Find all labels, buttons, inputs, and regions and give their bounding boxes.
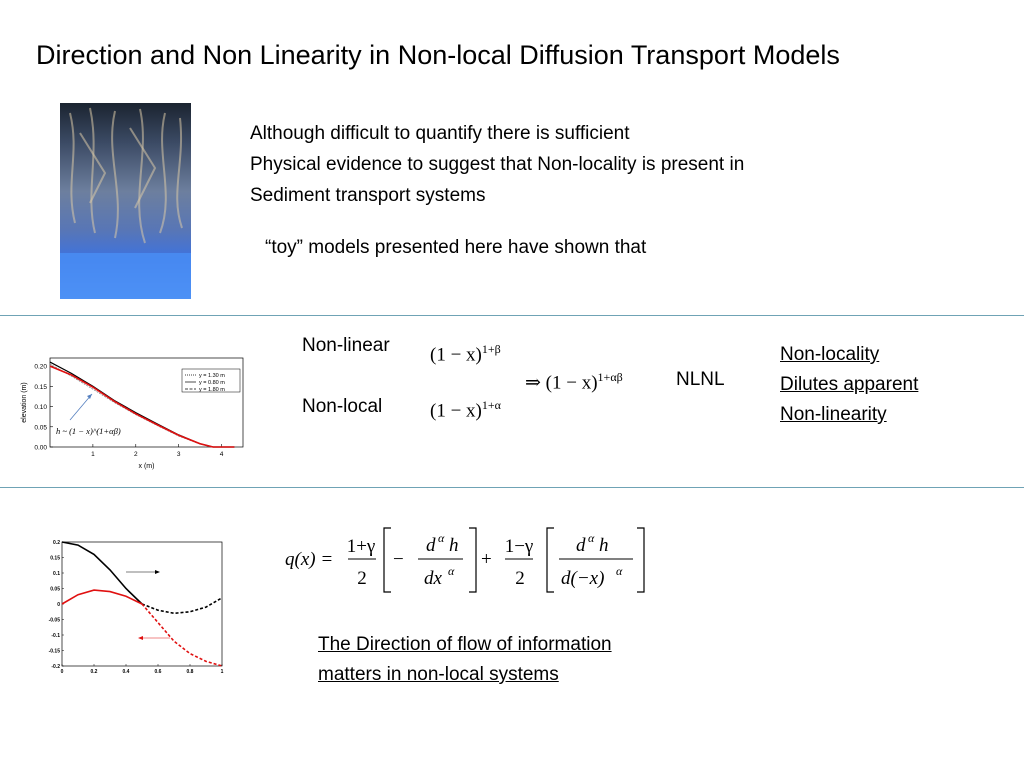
x-tick-label: 0.8 — [186, 669, 194, 675]
eq-inner1-num: d — [426, 535, 436, 556]
y-tick-label: 0.15 — [34, 383, 47, 391]
eq-frac2-den: 2 — [515, 568, 525, 589]
x-axis-label: x (m) — [138, 463, 155, 470]
y-tick-label: 0 — [57, 602, 60, 608]
y-tick-label: 0.2 — [53, 540, 60, 546]
x-tick-label: 4 — [219, 451, 224, 458]
combined-expression-exp: 1+αβ — [597, 370, 623, 384]
eq-frac2-num: 1−γ — [504, 536, 534, 557]
y-tick-label: 0.05 — [34, 424, 47, 432]
flux-equation — [283, 522, 655, 597]
eq-plus: + — [481, 549, 492, 570]
x-tick-label: 0 — [60, 669, 64, 675]
y-tick-label: 0.10 — [34, 404, 47, 412]
direction-line-1: The Direction of flow of information — [318, 634, 612, 655]
sediment-photo — [60, 103, 191, 299]
nonlocal-expression — [430, 398, 501, 422]
intro-line-1: Although difficult to quantify there is sufficient — [250, 123, 630, 144]
eq-frac1-den: 2 — [357, 568, 367, 589]
eq-inner2-num-sup: α — [588, 531, 595, 545]
conclusion-line-3: Non-linearity — [780, 404, 887, 425]
divider-top — [0, 315, 1024, 316]
nonlinear-label: Non-linear — [302, 335, 390, 356]
y-tick-label: 0.05 — [50, 586, 60, 593]
nonlinear-expression — [430, 342, 501, 366]
intro-paragraph — [250, 118, 744, 211]
y-axis-label: elevation (m) — [21, 382, 28, 423]
x-tick-label: 1 — [220, 669, 224, 675]
x-tick-label: 3 — [176, 451, 181, 458]
eq-frac1-num: 1+γ — [346, 536, 376, 557]
combined-expression-base: ⇒ (1 − x) — [525, 372, 598, 394]
legend-label: y = 0.80 m — [199, 380, 225, 386]
elevation-chart — [18, 350, 250, 480]
eq-inner1-num-rest: h — [449, 535, 459, 556]
legend-label: y = 1.30 m — [199, 373, 225, 379]
intro-line-2: Physical evidence to suggest that Non-locality is present in — [250, 154, 745, 175]
slide-title: Direction and Non Linearity in Non-local Diffusion Transport Models — [36, 40, 840, 70]
conclusion-line-2: Dilutes apparent — [780, 374, 919, 395]
nonlocal-label: Non-local — [302, 396, 383, 417]
eq-inner2-num-rest: h — [599, 535, 609, 556]
eq-inner2-num: d — [576, 535, 586, 556]
y-tick-label: -0.05 — [48, 617, 60, 624]
svg-text:−: − — [393, 549, 404, 570]
eq-inner1-den-sup: α — [448, 564, 455, 578]
x-tick-label: 2 — [133, 451, 138, 458]
nonlocal-expression-exp: 1+α — [481, 398, 501, 412]
divider-bottom — [0, 487, 1024, 488]
nonlinear-expression-base: (1 − x) — [430, 344, 482, 366]
eq-lhs: q(x) = — [285, 549, 334, 570]
eq-inner2-den-sup: α — [616, 564, 623, 578]
toy-models-text: “toy” models presented here have shown that — [265, 237, 647, 258]
conclusion-line-1: Non-locality — [780, 344, 880, 365]
y-tick-label: -0.15 — [48, 648, 60, 655]
direction-line-2: matters in non-local systems — [318, 664, 559, 685]
conclusion-text — [780, 340, 918, 430]
x-tick-label: 0.2 — [90, 669, 98, 675]
nlnl-label: NLNL — [676, 369, 725, 390]
intro-line-3: Sediment transport systems — [250, 185, 486, 206]
nonlocal-expression-base: (1 − x) — [430, 400, 482, 422]
nonlinear-expression-exp: 1+β — [481, 342, 501, 356]
y-tick-label: 0.00 — [34, 444, 47, 452]
eq-inner1-num-sup: α — [438, 531, 445, 545]
direction-text — [318, 630, 612, 690]
y-tick-label: 0.20 — [34, 363, 47, 371]
eq-inner2-den: d(−x) — [561, 568, 605, 589]
eq-inner1-den: dx — [424, 568, 442, 589]
legend-label: y = 1.80 m — [199, 387, 225, 393]
x-tick-label: 0.6 — [154, 669, 162, 675]
y-tick-label: -0.1 — [51, 633, 60, 639]
annotation-text: h ~ (1 − x)^(1+αβ) — [56, 426, 121, 436]
x-tick-label: 1 — [91, 451, 95, 458]
y-tick-label: 0.1 — [53, 571, 60, 577]
y-tick-label: -0.2 — [51, 664, 60, 670]
combined-expression — [525, 370, 623, 394]
y-tick-label: 0.15 — [50, 555, 60, 562]
direction-chart — [44, 538, 226, 678]
x-tick-label: 0.4 — [122, 669, 130, 675]
